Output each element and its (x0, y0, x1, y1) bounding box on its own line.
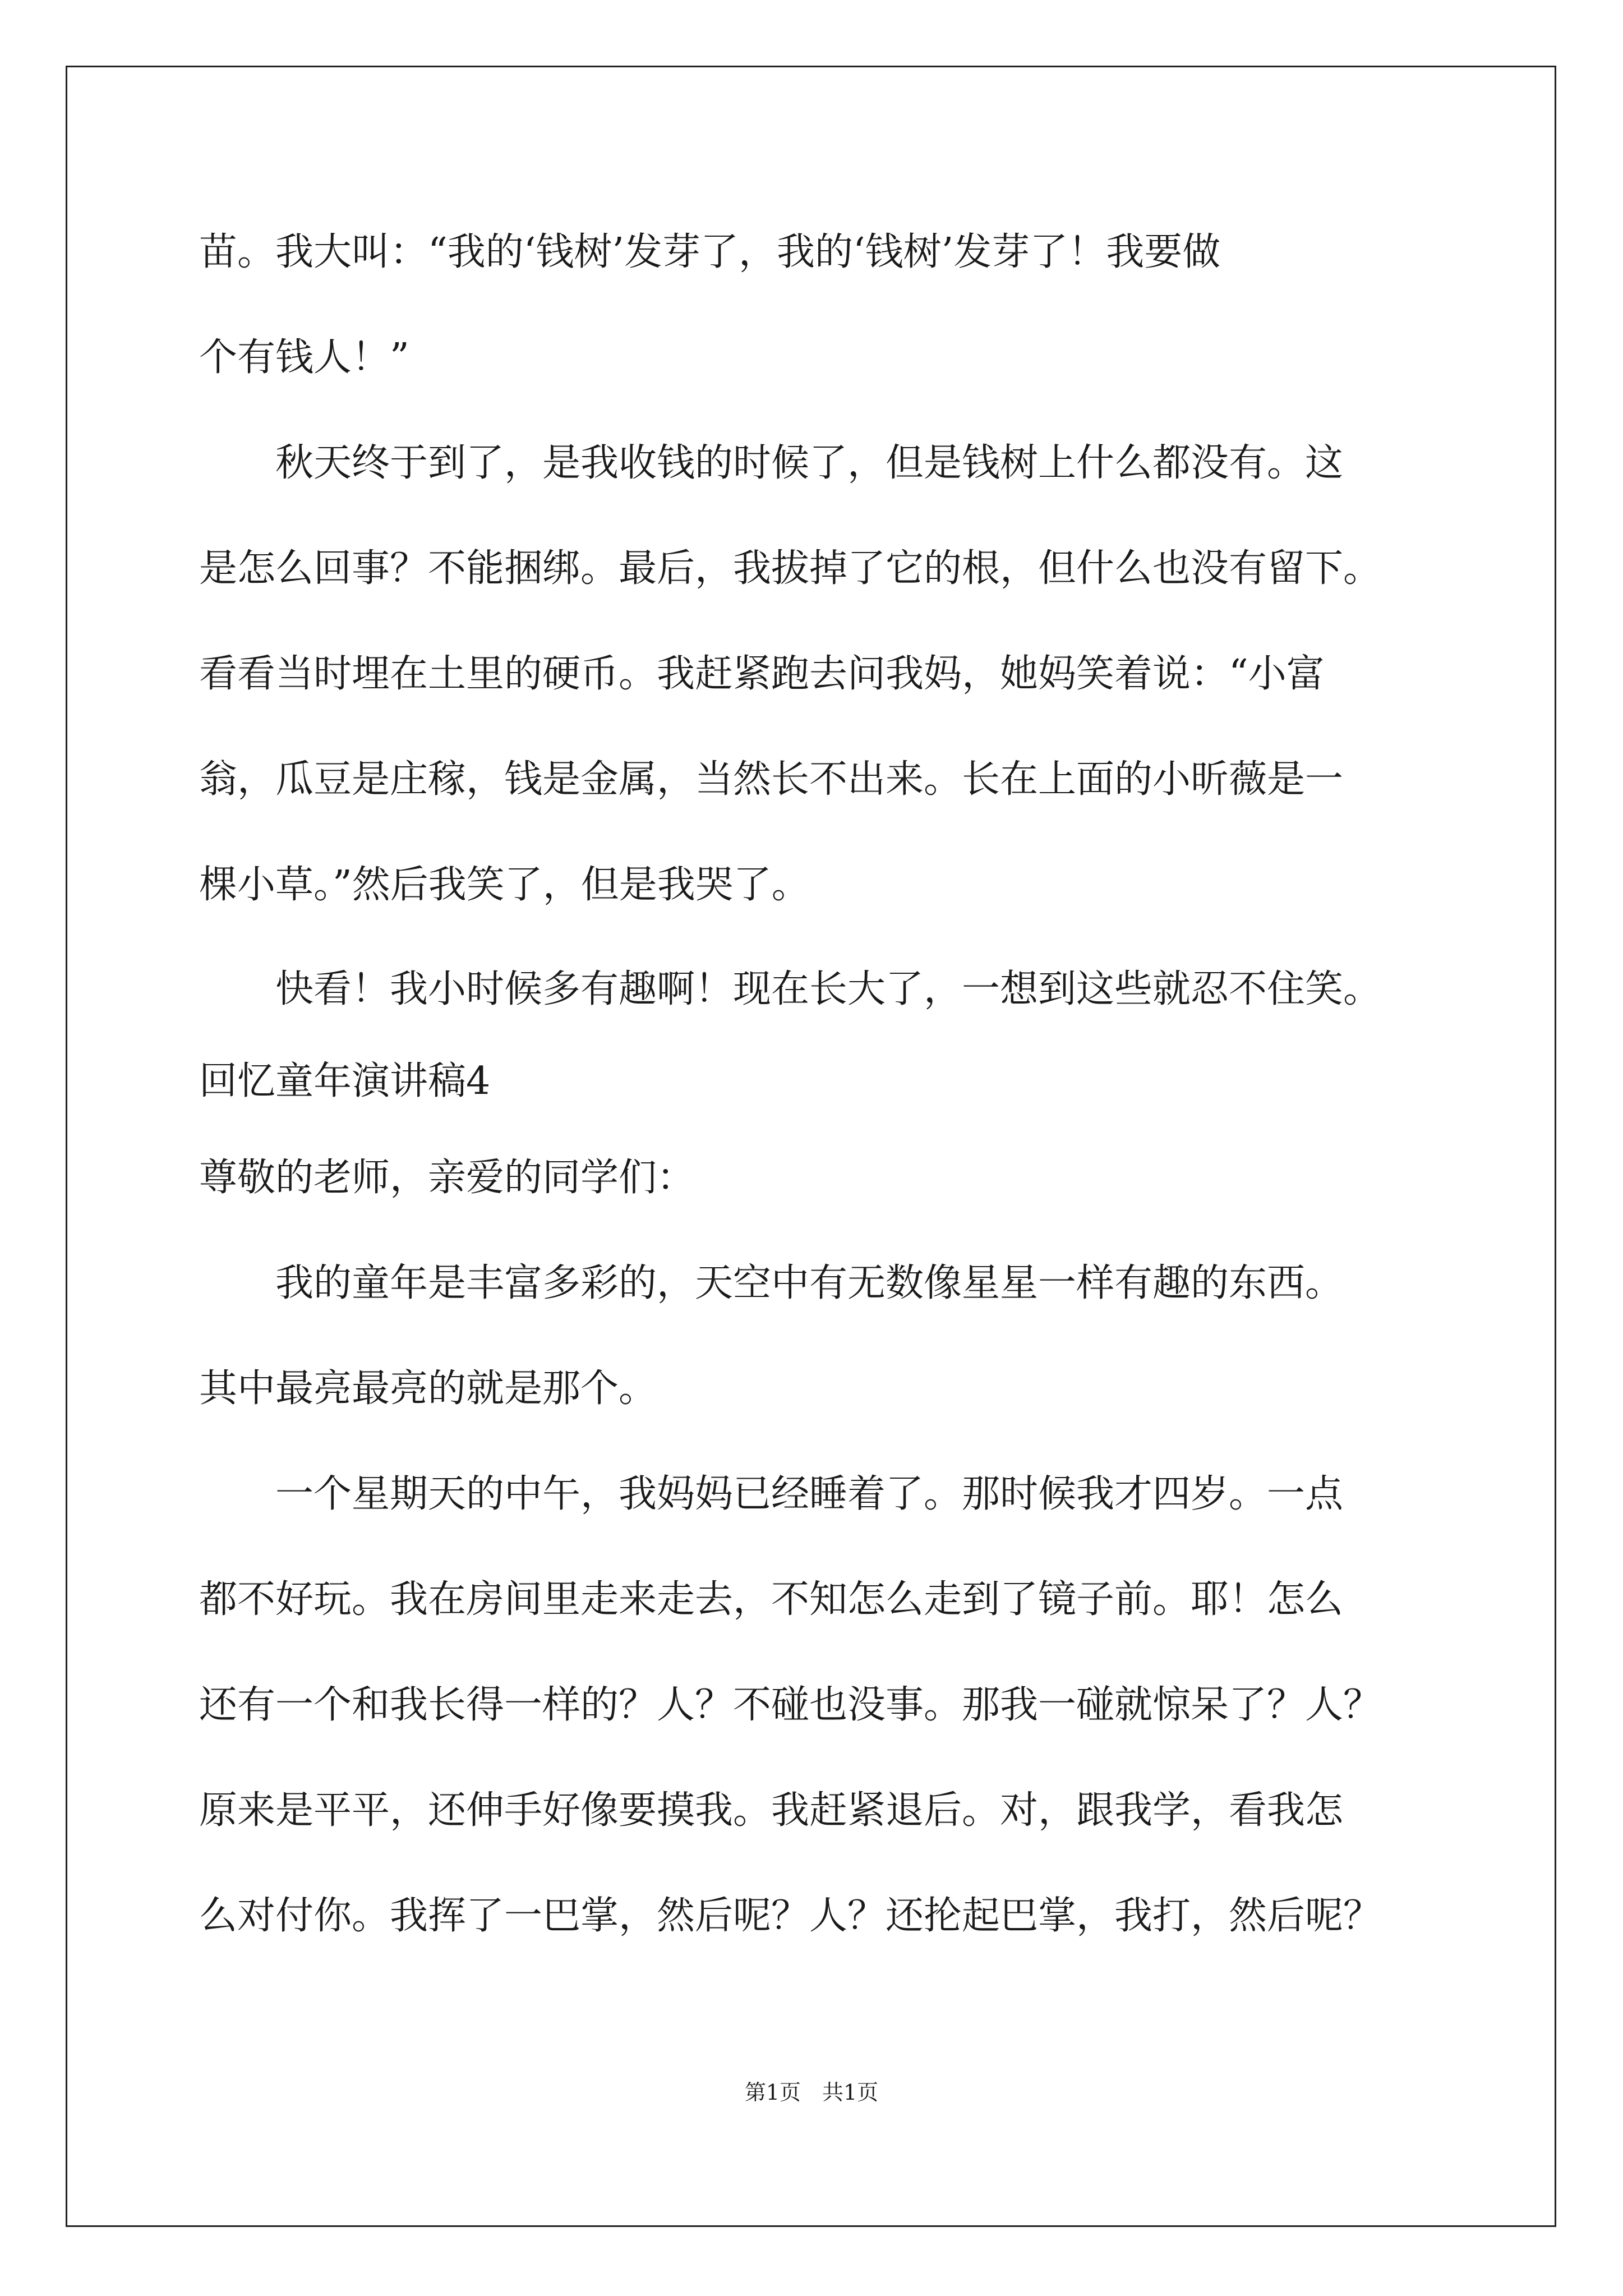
text-line: 苗。我大叫：“我的‘钱树’发芽了，我的‘钱树’发芽了！我要做 (199, 230, 1221, 274)
text-line: 翁，瓜豆是庄稼，钱是金属，当然长不出来。长在上面的小昕薇是一 (199, 757, 1344, 802)
text-line: 快看！我小时候多有趣啊！现在长大了，一想到这些就忍不住笑。 (199, 967, 1382, 1011)
text-line: 我的童年是丰富多彩的，天空中有无数像星星一样有趣的东西。 (199, 1261, 1344, 1305)
text-line: 都不好玩。我在房间里走来走去，不知怎么走到了镜子前。耶！怎么 (199, 1577, 1344, 1622)
text-line: 一个星期天的中午，我妈妈已经睡着了。那时候我才四岁。一点 (199, 1472, 1344, 1516)
text-line: 棵小草。”然后我笑了，但是我哭了。 (199, 863, 810, 907)
text-line: 是怎么回事？不能捆绑。最后，我拔掉了它的根，但什么也没有留下。 (199, 546, 1382, 591)
text-line: 秋天终于到了，是我收钱的时候了，但是钱树上什么都没有。这 (199, 441, 1344, 485)
section-heading: 回忆童年演讲稿4 (199, 1059, 491, 1103)
text-line: 还有一个和我长得一样的？人？不碰也没事。那我一碰就惊呆了？人？ (199, 1683, 1382, 1727)
text-line: 个有钱人！” (199, 335, 409, 380)
text-line: 么对付你。我挥了一巴掌，然后呢？人？还抡起巴掌，我打，然后呢？ (199, 1894, 1382, 1938)
salutation: 尊敬的老师，亲爱的同学们： (199, 1156, 695, 1200)
text-line: 原来是平平，还伸手好像要摸我。我赶紧退后。对，跟我学，看我怎 (199, 1788, 1344, 1833)
text-line: 看看当时埋在土里的硬币。我赶紧跑去问我妈，她妈笑着说：“小富 (199, 652, 1325, 696)
page-footer: 第1页 共1页 (744, 2080, 879, 2105)
text-line: 其中最亮最亮的就是那个。 (199, 1366, 657, 1411)
